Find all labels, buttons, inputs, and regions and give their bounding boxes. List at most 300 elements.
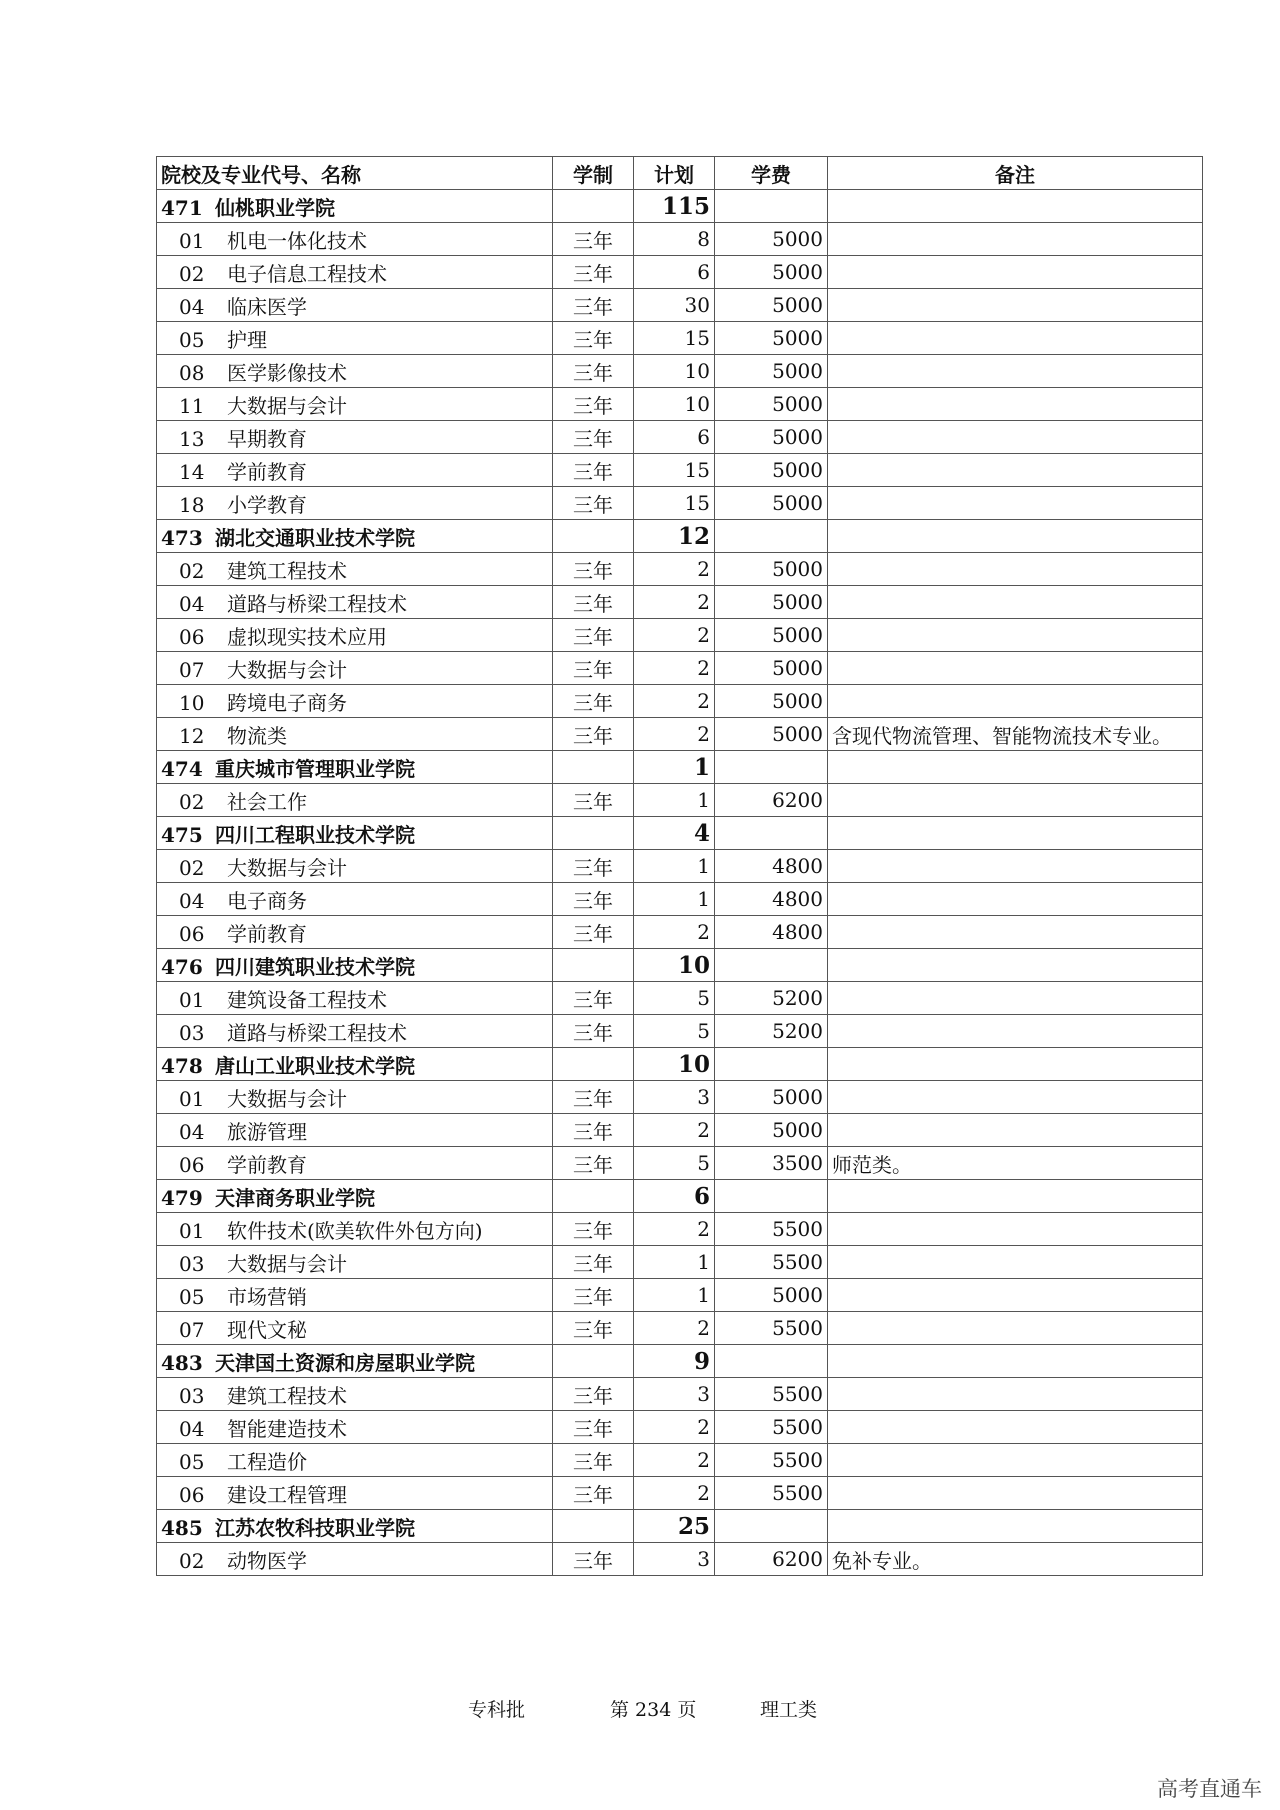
major-note — [828, 1114, 1203, 1147]
major-code: 08 — [179, 360, 205, 385]
major-note: 师范类。 — [828, 1147, 1203, 1180]
major-duration: 三年 — [553, 1279, 634, 1312]
major-name-cell — [157, 652, 553, 685]
major-row — [157, 652, 1203, 685]
major-name-cell — [157, 1543, 553, 1576]
major-note — [828, 289, 1203, 322]
school-note — [828, 1510, 1203, 1543]
major-code: 04 — [179, 591, 205, 616]
major-duration: 三年 — [553, 1477, 634, 1510]
major-fee: 5200 — [715, 1015, 828, 1048]
major-code: 04 — [179, 294, 205, 319]
school-name: 天津国土资源和房屋职业学院 — [215, 1350, 475, 1375]
major-row — [157, 1213, 1203, 1246]
major-name-cell — [157, 487, 553, 520]
major-duration: 三年 — [553, 1246, 634, 1279]
major-code: 05 — [179, 1284, 205, 1309]
major-name: 社会工作 — [227, 789, 307, 814]
major-fee: 5500 — [715, 1477, 828, 1510]
major-plan: 2 — [634, 586, 715, 619]
school-note — [828, 1048, 1203, 1081]
school-row — [157, 190, 1203, 223]
major-plan: 3 — [634, 1378, 715, 1411]
school-note — [828, 817, 1203, 850]
major-code: 06 — [179, 921, 205, 946]
major-duration: 三年 — [553, 586, 634, 619]
major-code: 04 — [179, 1416, 205, 1441]
major-fee: 5000 — [715, 289, 828, 322]
school-fee — [715, 1048, 828, 1081]
major-plan: 15 — [634, 454, 715, 487]
major-name-cell — [157, 289, 553, 322]
major-note — [828, 454, 1203, 487]
major-row — [157, 916, 1203, 949]
major-name: 学前教育 — [227, 459, 307, 484]
major-plan: 2 — [634, 619, 715, 652]
major-row — [157, 619, 1203, 652]
major-duration: 三年 — [553, 454, 634, 487]
major-plan: 30 — [634, 289, 715, 322]
major-name: 建筑设备工程技术 — [227, 987, 387, 1012]
school-duration — [553, 1048, 634, 1081]
school-name: 唐山工业职业技术学院 — [215, 1053, 415, 1078]
major-name-cell — [157, 1378, 553, 1411]
major-name: 机电一体化技术 — [227, 228, 367, 253]
table-body — [157, 190, 1203, 1576]
major-plan: 1 — [634, 883, 715, 916]
major-code: 13 — [179, 426, 205, 451]
major-note — [828, 223, 1203, 256]
major-name: 建设工程管理 — [227, 1482, 347, 1507]
major-row — [157, 1114, 1203, 1147]
major-note — [828, 652, 1203, 685]
major-note — [828, 553, 1203, 586]
major-duration: 三年 — [553, 553, 634, 586]
major-duration: 三年 — [553, 784, 634, 817]
major-fee: 5000 — [715, 421, 828, 454]
major-note — [828, 916, 1203, 949]
major-duration: 三年 — [553, 322, 634, 355]
major-name-cell — [157, 256, 553, 289]
major-code: 11 — [179, 393, 205, 418]
major-duration: 三年 — [553, 355, 634, 388]
major-plan: 2 — [634, 718, 715, 751]
major-fee: 4800 — [715, 916, 828, 949]
major-duration: 三年 — [553, 421, 634, 454]
school-name: 仙桃职业学院 — [215, 195, 335, 220]
major-fee: 5000 — [715, 1114, 828, 1147]
school-row — [157, 1510, 1203, 1543]
major-code: 02 — [179, 558, 205, 583]
major-name: 跨境电子商务 — [227, 690, 347, 715]
major-note — [828, 1279, 1203, 1312]
major-duration: 三年 — [553, 982, 634, 1015]
major-note — [828, 1378, 1203, 1411]
major-code: 05 — [179, 327, 205, 352]
major-row — [157, 784, 1203, 817]
major-note — [828, 256, 1203, 289]
major-fee: 5000 — [715, 619, 828, 652]
major-name: 临床医学 — [227, 294, 307, 319]
major-code: 04 — [179, 888, 205, 913]
major-note — [828, 586, 1203, 619]
school-duration — [553, 190, 634, 223]
major-note — [828, 1444, 1203, 1477]
major-fee: 4800 — [715, 850, 828, 883]
footer-page-number: 第 234 页 — [610, 1699, 697, 1721]
school-duration — [553, 1180, 634, 1213]
major-duration: 三年 — [553, 1081, 634, 1114]
major-note — [828, 982, 1203, 1015]
school-fee — [715, 1345, 828, 1378]
major-duration: 三年 — [553, 652, 634, 685]
school-plan: 115 — [634, 190, 715, 223]
major-note — [828, 1246, 1203, 1279]
major-code: 07 — [179, 657, 205, 682]
major-plan: 8 — [634, 223, 715, 256]
major-duration: 三年 — [553, 1444, 634, 1477]
major-note — [828, 388, 1203, 421]
major-fee: 5000 — [715, 586, 828, 619]
school-name-cell — [157, 949, 553, 982]
major-fee: 5000 — [715, 487, 828, 520]
major-name-cell — [157, 223, 553, 256]
school-note — [828, 751, 1203, 784]
major-fee: 3500 — [715, 1147, 828, 1180]
school-name-cell — [157, 190, 553, 223]
school-fee — [715, 1510, 828, 1543]
major-plan: 5 — [634, 1147, 715, 1180]
school-name: 四川工程职业技术学院 — [215, 822, 415, 847]
major-note — [828, 1312, 1203, 1345]
major-duration: 三年 — [553, 256, 634, 289]
major-note — [828, 421, 1203, 454]
major-note — [828, 355, 1203, 388]
major-name: 物流类 — [227, 723, 287, 748]
major-fee: 5000 — [715, 223, 828, 256]
major-plan: 2 — [634, 1114, 715, 1147]
major-code: 03 — [179, 1020, 205, 1045]
major-name: 学前教育 — [227, 1152, 307, 1177]
major-fee: 5500 — [715, 1312, 828, 1345]
school-duration — [553, 751, 634, 784]
school-fee — [715, 817, 828, 850]
major-name: 道路与桥梁工程技术 — [227, 591, 407, 616]
major-fee: 6200 — [715, 784, 828, 817]
major-fee: 5000 — [715, 1081, 828, 1114]
major-name: 道路与桥梁工程技术 — [227, 1020, 407, 1045]
major-plan: 2 — [634, 1477, 715, 1510]
major-duration: 三年 — [553, 850, 634, 883]
major-name-cell — [157, 1114, 553, 1147]
major-name: 工程造价 — [227, 1449, 307, 1474]
major-note — [828, 883, 1203, 916]
major-plan: 5 — [634, 1015, 715, 1048]
header-note: 备注 — [828, 157, 1203, 190]
major-fee: 5000 — [715, 718, 828, 751]
header-school-major: 院校及专业代号、名称 — [157, 157, 553, 190]
major-note — [828, 1411, 1203, 1444]
major-code: 10 — [179, 690, 205, 715]
major-plan: 15 — [634, 322, 715, 355]
major-plan: 3 — [634, 1081, 715, 1114]
school-plan: 10 — [634, 949, 715, 982]
school-duration — [553, 1510, 634, 1543]
major-note — [828, 1213, 1203, 1246]
major-fee: 5500 — [715, 1444, 828, 1477]
school-row — [157, 1048, 1203, 1081]
school-code: 476 — [161, 954, 203, 979]
major-code: 04 — [179, 1119, 205, 1144]
major-name: 学前教育 — [227, 921, 307, 946]
major-duration: 三年 — [553, 685, 634, 718]
school-duration — [553, 520, 634, 553]
major-code: 01 — [179, 1218, 205, 1243]
school-name-cell — [157, 817, 553, 850]
major-row — [157, 1378, 1203, 1411]
major-code: 03 — [179, 1251, 205, 1276]
major-fee: 4800 — [715, 883, 828, 916]
school-plan: 6 — [634, 1180, 715, 1213]
school-fee — [715, 1180, 828, 1213]
school-name-cell — [157, 1180, 553, 1213]
school-code: 474 — [161, 756, 203, 781]
major-row — [157, 421, 1203, 454]
major-fee: 6200 — [715, 1543, 828, 1576]
major-name-cell — [157, 1081, 553, 1114]
major-name: 电子商务 — [227, 888, 307, 913]
major-row — [157, 982, 1203, 1015]
major-plan: 1 — [634, 1246, 715, 1279]
major-name: 大数据与会计 — [227, 855, 347, 880]
major-row — [157, 223, 1203, 256]
school-fee — [715, 949, 828, 982]
major-plan: 2 — [634, 1444, 715, 1477]
header-duration: 学制 — [553, 157, 634, 190]
major-plan: 2 — [634, 916, 715, 949]
major-row — [157, 1147, 1203, 1180]
major-fee: 5500 — [715, 1378, 828, 1411]
major-name-cell — [157, 982, 553, 1015]
major-name-cell — [157, 1213, 553, 1246]
major-code: 02 — [179, 261, 205, 286]
major-plan: 15 — [634, 487, 715, 520]
major-duration: 三年 — [553, 388, 634, 421]
major-name-cell — [157, 454, 553, 487]
major-row — [157, 454, 1203, 487]
major-code: 06 — [179, 1152, 205, 1177]
school-duration — [553, 817, 634, 850]
school-row — [157, 1180, 1203, 1213]
major-fee: 5200 — [715, 982, 828, 1015]
major-fee: 5000 — [715, 355, 828, 388]
major-fee: 5000 — [715, 322, 828, 355]
major-fee: 5500 — [715, 1213, 828, 1246]
school-note — [828, 1180, 1203, 1213]
major-code: 05 — [179, 1449, 205, 1474]
major-note — [828, 685, 1203, 718]
school-row — [157, 949, 1203, 982]
major-row — [157, 256, 1203, 289]
major-name: 大数据与会计 — [227, 1086, 347, 1111]
school-row — [157, 520, 1203, 553]
school-code: 473 — [161, 525, 203, 550]
major-plan: 1 — [634, 1279, 715, 1312]
major-name-cell — [157, 1246, 553, 1279]
major-duration: 三年 — [553, 1015, 634, 1048]
major-name: 旅游管理 — [227, 1119, 307, 1144]
major-plan: 2 — [634, 553, 715, 586]
major-fee: 5000 — [715, 553, 828, 586]
major-name: 早期教育 — [227, 426, 307, 451]
major-name: 建筑工程技术 — [227, 1383, 347, 1408]
school-plan: 12 — [634, 520, 715, 553]
major-duration: 三年 — [553, 289, 634, 322]
major-fee: 5000 — [715, 685, 828, 718]
major-code: 12 — [179, 723, 205, 748]
school-note — [828, 520, 1203, 553]
major-row — [157, 487, 1203, 520]
school-name: 天津商务职业学院 — [215, 1185, 375, 1210]
school-name: 江苏农牧科技职业学院 — [215, 1515, 415, 1540]
major-note — [828, 1477, 1203, 1510]
major-plan: 10 — [634, 388, 715, 421]
major-duration: 三年 — [553, 1114, 634, 1147]
major-name-cell — [157, 883, 553, 916]
major-plan: 2 — [634, 1312, 715, 1345]
school-fee — [715, 190, 828, 223]
major-plan: 6 — [634, 256, 715, 289]
major-name-cell — [157, 1015, 553, 1048]
major-name-cell — [157, 1411, 553, 1444]
major-duration: 三年 — [553, 487, 634, 520]
major-row — [157, 553, 1203, 586]
major-plan: 3 — [634, 1543, 715, 1576]
major-code: 01 — [179, 987, 205, 1012]
major-fee: 5000 — [715, 1279, 828, 1312]
major-code: 14 — [179, 459, 205, 484]
table-header-row — [157, 157, 1203, 190]
major-duration: 三年 — [553, 1312, 634, 1345]
major-name: 电子信息工程技术 — [227, 261, 387, 286]
school-name-cell — [157, 1345, 553, 1378]
major-code: 02 — [179, 1548, 205, 1573]
major-note: 含现代物流管理、智能物流技术专业。 — [828, 718, 1203, 751]
major-row — [157, 289, 1203, 322]
major-row — [157, 1477, 1203, 1510]
major-code: 06 — [179, 624, 205, 649]
major-row — [157, 355, 1203, 388]
school-fee — [715, 520, 828, 553]
admission-plan-table — [156, 156, 1203, 1576]
major-name-cell — [157, 619, 553, 652]
major-duration: 三年 — [553, 1147, 634, 1180]
school-row — [157, 1345, 1203, 1378]
major-note — [828, 487, 1203, 520]
school-plan: 4 — [634, 817, 715, 850]
major-name: 大数据与会计 — [227, 657, 347, 682]
school-name-cell — [157, 1048, 553, 1081]
major-duration: 三年 — [553, 1411, 634, 1444]
major-plan: 6 — [634, 421, 715, 454]
school-duration — [553, 949, 634, 982]
major-row — [157, 1246, 1203, 1279]
major-name-cell — [157, 1312, 553, 1345]
major-name: 医学影像技术 — [227, 360, 347, 385]
footer-category: 理工类 — [760, 1699, 818, 1721]
major-note — [828, 619, 1203, 652]
school-fee — [715, 751, 828, 784]
major-row — [157, 322, 1203, 355]
major-name-cell — [157, 1477, 553, 1510]
major-plan: 10 — [634, 355, 715, 388]
major-row — [157, 1279, 1203, 1312]
major-plan: 1 — [634, 850, 715, 883]
major-code: 07 — [179, 1317, 205, 1342]
major-name: 市场营销 — [227, 1284, 307, 1309]
major-note — [828, 1081, 1203, 1114]
major-code: 01 — [179, 1086, 205, 1111]
major-fee: 5000 — [715, 256, 828, 289]
school-plan: 9 — [634, 1345, 715, 1378]
school-name: 重庆城市管理职业学院 — [215, 756, 415, 781]
major-duration: 三年 — [553, 223, 634, 256]
major-duration: 三年 — [553, 1543, 634, 1576]
major-note — [828, 1015, 1203, 1048]
major-row — [157, 1015, 1203, 1048]
school-name-cell — [157, 751, 553, 784]
major-name: 软件技术(欧美软件外包方向) — [227, 1218, 483, 1243]
major-plan: 5 — [634, 982, 715, 1015]
major-row — [157, 586, 1203, 619]
school-note — [828, 190, 1203, 223]
footer-batch: 专科批 — [468, 1699, 526, 1721]
major-row — [157, 850, 1203, 883]
major-duration: 三年 — [553, 718, 634, 751]
school-note — [828, 949, 1203, 982]
watermark: 高考直通车 — [1157, 1777, 1262, 1801]
header-fee: 学费 — [715, 157, 828, 190]
major-name: 智能建造技术 — [227, 1416, 347, 1441]
school-code: 479 — [161, 1185, 203, 1210]
major-duration: 三年 — [553, 1213, 634, 1246]
major-row — [157, 388, 1203, 421]
major-duration: 三年 — [553, 619, 634, 652]
major-note — [828, 850, 1203, 883]
major-plan: 2 — [634, 685, 715, 718]
school-plan: 10 — [634, 1048, 715, 1081]
major-name-cell — [157, 718, 553, 751]
major-name-cell — [157, 586, 553, 619]
major-name-cell — [157, 850, 553, 883]
major-row — [157, 1543, 1203, 1576]
major-name: 大数据与会计 — [227, 393, 347, 418]
major-name: 虚拟现实技术应用 — [227, 624, 387, 649]
school-plan: 1 — [634, 751, 715, 784]
school-code: 475 — [161, 822, 203, 847]
major-name: 现代文秘 — [227, 1317, 307, 1342]
major-row — [157, 1312, 1203, 1345]
major-plan: 2 — [634, 1411, 715, 1444]
major-name-cell — [157, 1147, 553, 1180]
major-fee: 5000 — [715, 652, 828, 685]
major-note — [828, 784, 1203, 817]
major-name-cell — [157, 916, 553, 949]
major-name: 大数据与会计 — [227, 1251, 347, 1276]
major-plan: 2 — [634, 652, 715, 685]
school-row — [157, 751, 1203, 784]
school-name: 湖北交通职业技术学院 — [215, 525, 415, 550]
